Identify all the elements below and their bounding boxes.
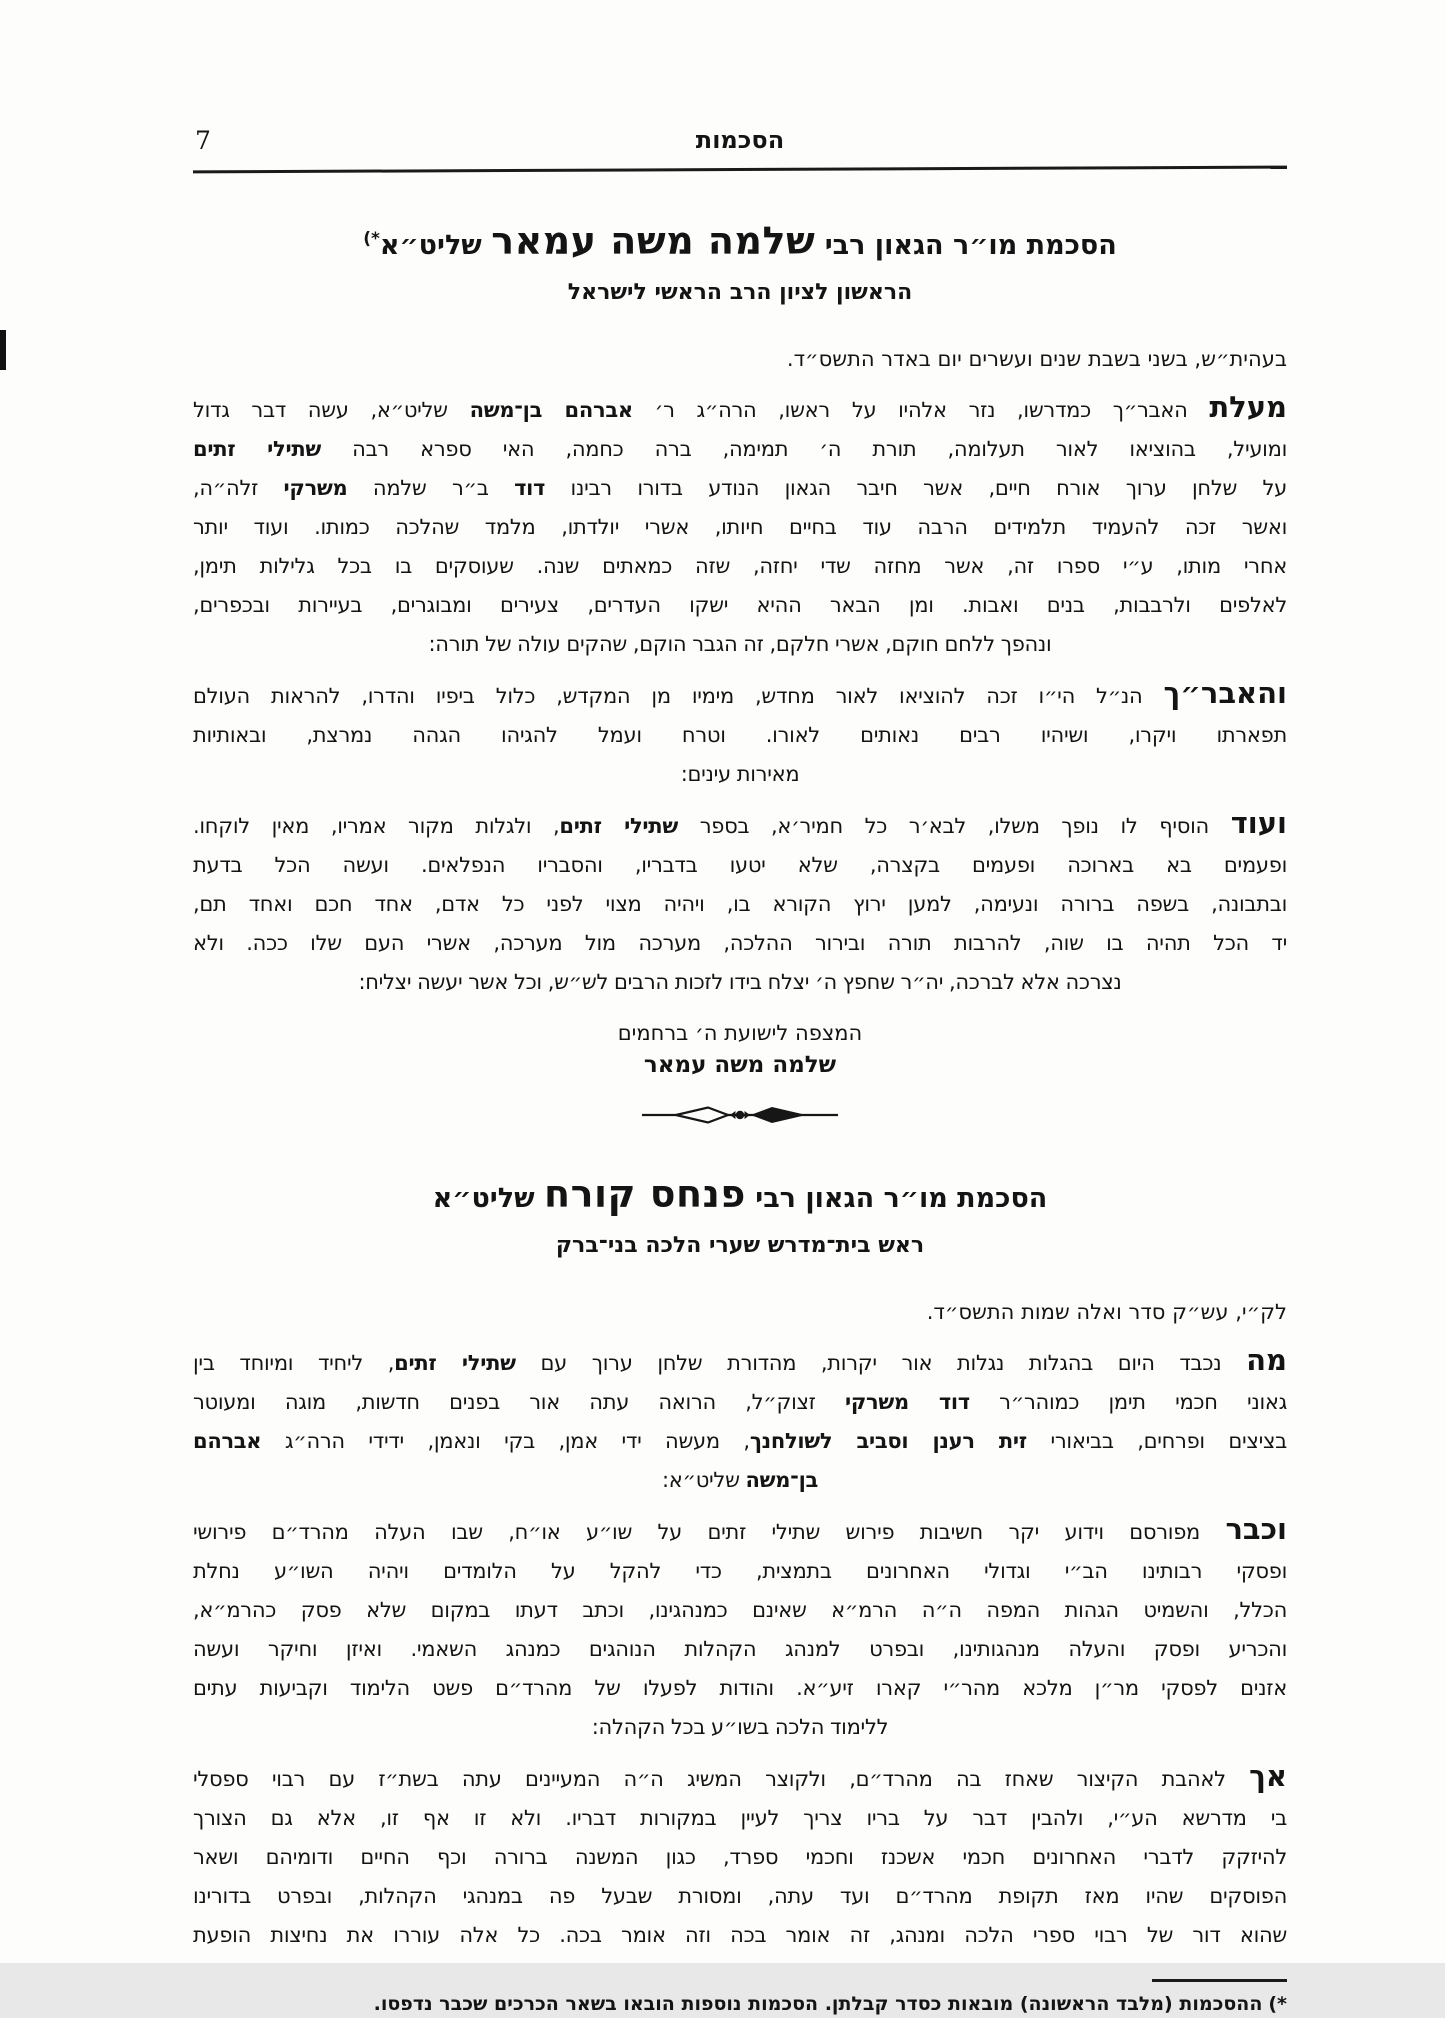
footnote-area: [193, 1979, 1287, 2018]
text-line: [193, 716, 1287, 755]
section-title: [193, 215, 1287, 270]
text-line: [193, 430, 1287, 469]
text-block: [193, 126, 1287, 2018]
text-segment: ופעמים בא בארוכה ופעמים בקצרה, שלא יטעו בדבריו, והסבריו הנפלאים. ועשה הכל בדעת: [193, 853, 1287, 877]
footnote-marker-reference: *): [363, 229, 380, 249]
title-prefix: הסכמת מו״ר הגאון רבי: [745, 1183, 1048, 1214]
text-line: [193, 388, 1287, 430]
text-segment: נצרכה אלא לברכה, יה״ר שחפץ ה׳ יצלח בידו לזכות הרבים לש״ש, וכל אשר יעשה יצליח:: [358, 970, 1122, 994]
signature-line: שלמה משה עמאר: [643, 1052, 837, 1078]
section-divider: [193, 1104, 1287, 1126]
text-line: [193, 1630, 1287, 1669]
text-line: [193, 674, 1287, 716]
title-rabbi-name: פנחס קורח: [543, 1172, 746, 1216]
text-line: [193, 755, 1287, 794]
paragraph-lead-word: והאבר״ך: [1163, 676, 1287, 710]
paragraph: [193, 674, 1287, 794]
haskama-section-amar: [193, 215, 1287, 1082]
text-segment: גאוני חכמי תימן כמוהר״ר: [969, 1390, 1288, 1414]
text-segment: , מעשה ידי אמן, בקי ונאמן, ידידי הרה״ג: [261, 1429, 750, 1453]
text-segment: שהוא דור של רבוי ספרי הלכה ומנהג, זה אומר בכה וזה אומר בכה. כל אלה עוררו את נחיצות הופעת: [193, 1923, 1287, 1947]
title-rabbi-name: שלמה משה עמאר: [491, 219, 816, 263]
footnote: [193, 1990, 1287, 2018]
text-line: [193, 1708, 1287, 1747]
text-segment: ללימוד הלכה בשו״ע בכל הקהלה:: [591, 1715, 889, 1739]
paragraph: [193, 1757, 1287, 1955]
text-line: [193, 1591, 1287, 1630]
text-line: [193, 1669, 1287, 1708]
text-line: [193, 846, 1287, 885]
text-line: [193, 1877, 1287, 1916]
text-line: [193, 1422, 1287, 1461]
text-line: [193, 586, 1287, 625]
text-line: [193, 508, 1287, 547]
text-segment: בן־משה: [745, 1468, 819, 1492]
text-segment: זלה״ה,: [193, 476, 284, 500]
text-segment: זית רענן וסביב לשולחנך: [749, 1429, 1027, 1453]
paragraph-lead-word: מעלת: [1209, 390, 1287, 424]
signature-line: המצפה לישועת ה׳ ברחמים: [617, 1021, 863, 1045]
text-segment: דוד: [514, 476, 546, 500]
text-segment: זצוק״ל, הרואה עתה אור בפנים חדשות, מוגה ומעוטר: [193, 1390, 845, 1414]
text-line: [193, 1552, 1287, 1591]
text-line: [193, 1799, 1287, 1838]
text-line: [193, 1341, 1287, 1383]
text-segment: נכבד היום בהגלות נגלות אור יקרות, מהדורת שלחן ערוך עם: [515, 1351, 1247, 1375]
text-segment: תפארתו ויקרו, ושיהיו רבים נאותים לאורו. וטרח ועמל להגיהו הגהה נמרצת, ובאותיות: [193, 723, 1287, 747]
text-line: [193, 1510, 1287, 1552]
section-title: [193, 1170, 1287, 1223]
text-segment: מאירות עינים:: [680, 762, 800, 786]
text-segment: מפורסם וידוע יקר חשיבות פירוש שתילי זתים על שו״ע או״ח, שבו העלה מהרד״ם פירושי: [193, 1520, 1226, 1544]
text-segment: לאלפים ולרבבות, בנים ואבות. ומן הבאר ההיא ישקו העדרים, צעירים ומבוגרים, בעיירות ובכפרים,: [193, 593, 1287, 617]
divider-ornament-icon: [640, 1104, 840, 1126]
haskama-section-korach: [193, 1170, 1287, 1955]
text-line: [193, 963, 1287, 1002]
text-segment: ופסקי רבותינו הב״י וגדולי האחרונים בתמצית, כדי להקל על הלומדים ויהיה השו״ע נחלת: [193, 1559, 1287, 1583]
paragraph: [193, 804, 1287, 1002]
paragraph-lead-word: אך: [1249, 1759, 1287, 1793]
signature-block: [193, 1018, 1287, 1082]
text-segment: , ליחיד ומיוחד בין: [193, 1351, 395, 1375]
text-segment: בי מדרשא הע״י, ולהבין דבר על בריו צריך לעיין במקורות דבריו. ולא זו אף זו, אלא גם הצורך: [193, 1806, 1287, 1830]
text-segment: אחרי מותו, ע״י ספרו זה, אשר מחזה שדי יחזה, שזה כמאתים שנה. שעוסקים בו בכל גלילות תימן,: [193, 554, 1287, 578]
text-line: [193, 1461, 1287, 1500]
text-segment: על שלחן ערוך אורח חיים, אשר חיבר הגאון הנודע בדורו רבינו: [545, 476, 1287, 500]
text-line: [193, 804, 1287, 846]
paragraph: [193, 1510, 1287, 1747]
text-segment: והכריע ופסק והעלה מנהגותינו, ובפרט למנהג הקהלות הנוהגים כמנהג השאמי. ואיזן וחיקר ועשה: [193, 1637, 1287, 1661]
text-segment: שליט״א, עשה דבר גדול: [193, 398, 470, 422]
section-subtitle: הראשון לציון הרב הראשי לישראל: [567, 280, 913, 305]
title-suffix: שליט״א: [379, 230, 492, 261]
section-subtitle: ראש בית־מדרש שערי הלכה בני־ברק: [555, 1233, 925, 1258]
paragraph-lead-word: וכבר: [1225, 1512, 1287, 1546]
text-segment: שתילי זתים: [394, 1351, 516, 1375]
text-line: [193, 1757, 1287, 1799]
text-line: [193, 924, 1287, 963]
text-segment: הפוסקים שהיו מאז תקופת מהרד״ם ועד עתה, ומסורת שבעל פה במנהגי הקהלות, ובפרט בדורינו: [193, 1884, 1287, 1908]
text-segment: לאהבת הקיצור שאחז בה מהרד״ם, ולקוצר המשיג ה״ה המעיינים עתה בשת״ז עם רבוי ספסלי: [193, 1767, 1250, 1791]
text-segment: הנ״ל הי״ו זכה להוציאו לאור מחדש, מימיו מן המקדש, כלול ביפיו והדרו, להראות העולם: [193, 684, 1164, 708]
text-line: [193, 885, 1287, 924]
text-line: [193, 1838, 1287, 1877]
date-line: לק״י, עש״ק סדר ואלה שמות התשס״ד.: [926, 1300, 1287, 1324]
text-line: [193, 625, 1287, 664]
text-segment: , ולגלות מקור אמריו, מאין לוקחו.: [193, 814, 560, 838]
scan-artifact: [0, 330, 6, 370]
text-segment: שתילי זתים: [559, 814, 678, 838]
paragraph-lead-word: מה: [1246, 1343, 1287, 1377]
text-line: [193, 469, 1287, 508]
header-rule: [193, 166, 1287, 174]
text-line: [193, 1383, 1287, 1422]
text-line: [193, 1916, 1287, 1955]
paragraph-lead-word: ועוד: [1230, 806, 1287, 840]
text-line: [193, 547, 1287, 586]
footnote-text: ההסכמות (מלבד הראשונה) מובאות כסדר קבלתן. הסכמות נוספות הובאו בשאר הכרכים שכבר נדפסו.: [373, 1993, 1263, 2015]
text-segment: הכלל, והשמיט הגהות המפה ה״ה הרמ״א שאינם כמנהגינו, וכתב דעתו במקום שלא פסק כהרמ״א,: [193, 1598, 1287, 1622]
title-suffix: שליט״א: [432, 1183, 544, 1214]
text-segment: שתילי זתים: [193, 437, 321, 461]
text-segment: אזנים לפסקי מר״ן מלכא מהר״י קארו זיע״א. והודות לפעלו של מהרד״ם פשט הלימוד וקביעות עתים: [193, 1676, 1287, 1700]
paragraph: [193, 1341, 1287, 1500]
footnote-rule: [1152, 1979, 1287, 1982]
running-header-title: הסכמות: [695, 126, 785, 154]
paragraph: [193, 388, 1287, 664]
text-segment: הוסיף לו נופך משלו, לבא׳ר כל חמיר׳א, בספר: [677, 814, 1231, 838]
footnote-marker: *): [1268, 1993, 1287, 2015]
page-number: 7: [195, 126, 211, 155]
paragraphs-container: [193, 388, 1287, 1002]
paragraphs-container: [193, 1341, 1287, 1955]
text-segment: ונהפך ללחם חוקם, אשרי חלקם, זה הגבר הוקם, שהקים עולה של תורה:: [428, 632, 1052, 656]
date-line: בעהית״ש, בשני בשבת שנים ועשרים יום באדר התשס״ד.: [786, 347, 1287, 371]
text-segment: בציצים ופרחים, בביאורי: [1026, 1429, 1287, 1453]
text-segment: יד הכל תהיה בו שוה, להרבות תורה ובירור ההלכה, מערכה מול מערכה, אשרי העם שלו ככה. ולא: [193, 931, 1287, 955]
text-segment: האבר״ך כמדרשו, נזר אלהיו על ראשו, הרה״ג ר׳: [632, 398, 1210, 422]
text-segment: ובתבונה, בשפה ברורה ונעימה, למען ירוץ הקורא בו, ויהיה מצוי לפני כל אדם, אחד חכם ואחד תם,: [193, 892, 1287, 916]
text-segment: שליט״א:: [661, 1468, 746, 1492]
text-segment: דוד משרקי: [844, 1390, 970, 1414]
text-segment: ומועיל, בהוציאו לאור תעלומה, תורת ה׳ תמימה, ברה כחמה, האי ספרא רבה: [321, 437, 1287, 461]
title-prefix: הסכמת מו״ר הגאון רבי: [815, 230, 1117, 261]
text-segment: משרקי: [283, 476, 348, 500]
text-segment: אברהם בן־משה: [469, 398, 633, 422]
running-header: [193, 126, 1287, 156]
text-segment: ב״ר שלמה: [347, 476, 515, 500]
text-segment: אברהם: [193, 1429, 262, 1453]
text-segment: להיזקק לדברי האחרונים חכמי אשכנז וחכמי ספרד, כגון המשנה ברורה וכף החיים ודומיהם ושאר: [193, 1845, 1287, 1869]
text-segment: ואשר זכה להעמיד תלמידים הרבה עוד בחיים חיותו, אשרי יולדתו, מלמד שהלכה כמותו. ועוד יותר: [193, 515, 1287, 539]
